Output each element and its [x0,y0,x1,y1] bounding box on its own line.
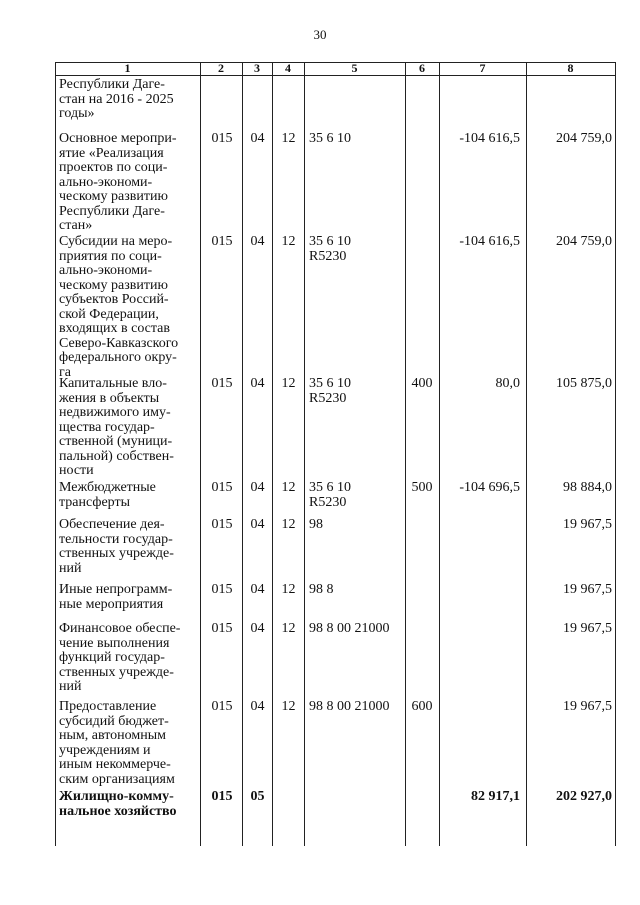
row-name: Финансовое обеспе- чение выполнения функций государ- ственных учрежде- ний [59,621,181,694]
row-name: Жилищно-комму- нальное хозяйство [59,789,177,819]
total-amount: 19 967,5 [563,699,612,714]
subsection-code: 12 [281,517,296,532]
admin-code: 015 [211,621,233,636]
admin-code: 015 [211,480,233,495]
total-amount: 105 875,0 [556,376,612,391]
header-col-1: 1 [124,61,131,75]
section-code: 04 [250,131,265,146]
admin-code: 015 [211,582,233,597]
header-bottom-border [55,75,615,76]
subsection-code: 12 [281,621,296,636]
section-code: 05 [250,789,265,804]
header-col-5: 5 [351,61,358,75]
total-amount: 19 967,5 [563,621,612,636]
subsection-code: 12 [281,234,296,249]
change-amount: -104 696,5 [459,480,520,495]
total-amount: 19 967,5 [563,582,612,597]
subsection-code: 12 [281,480,296,495]
total-amount: 98 884,0 [563,480,612,495]
section-code: 04 [250,699,265,714]
header-col-2: 2 [218,61,224,75]
column-divider [242,62,243,846]
section-code: 04 [250,582,265,597]
admin-code: 015 [211,234,233,249]
section-code: 04 [250,517,265,532]
total-amount: 204 759,0 [556,131,612,146]
section-code: 04 [250,621,265,636]
column-divider [615,62,616,846]
row-name: Субсидии на меро- приятия по соци- ально-экономи- ческому развитию субъектов Россий- ской Федерации, входящих в состав Северо-Кавказского федерального окру- га [59,234,179,380]
target-code: 35 6 10 R5230 [309,480,351,510]
total-amount: 19 967,5 [563,517,612,532]
header-col-3: 3 [254,61,260,75]
subsection-code: 12 [281,131,296,146]
target-code: 35 6 10 [309,131,351,146]
column-divider [304,62,305,846]
change-amount: 82 917,1 [471,789,520,804]
page-number: 30 [313,27,327,42]
row-name: Межбюджетные трансферты [59,480,156,510]
target-code: 98 8 00 21000 [309,699,390,714]
section-code: 04 [250,234,265,249]
expense-type: 600 [411,699,433,714]
row-name: Обеспечение дея- тельности государ- ственных учрежде- ний [59,517,174,576]
section-code: 04 [250,480,265,495]
column-divider [405,62,406,846]
row-name: Капитальные вло- жения в объекты недвижимого иму- щества государ- ственной (муници- пальной) собствен- ности [59,376,174,478]
target-code: 98 8 [309,582,334,597]
admin-code: 015 [211,131,233,146]
change-amount: -104 616,5 [459,234,520,249]
admin-code: 015 [211,789,233,804]
header-col-6: 6 [419,61,425,75]
subsection-code: 12 [281,582,296,597]
row-name: Предоставление субсидий бюджет- ным, автономным учреждениям и иным некоммерче- ским организациям [59,699,175,787]
admin-code: 015 [211,376,233,391]
row-name: Республики Даге- стан на 2016 - 2025 годы» [59,77,174,121]
column-divider [439,62,440,846]
row-name: Основное меропри- ятие «Реализация проектов по соци- ально-экономи- ческому развитию Республики Даге- стан» [59,131,177,233]
total-amount: 202 927,0 [556,789,612,804]
row-name: Иные непрограмм- ные мероприятия [59,582,173,612]
subsection-code: 12 [281,376,296,391]
column-divider [55,62,56,846]
admin-code: 015 [211,699,233,714]
header-col-8: 8 [567,61,574,75]
subsection-code: 12 [281,699,296,714]
expense-type: 500 [411,480,433,495]
change-amount: 80,0 [495,376,520,391]
header-col-4: 4 [285,61,291,75]
column-divider [526,62,527,846]
target-code: 35 6 10 R5230 [309,234,351,264]
target-code: 98 [309,517,323,532]
section-code: 04 [250,376,265,391]
header-col-7: 7 [479,61,486,75]
target-code: 35 6 10 R5230 [309,376,351,406]
column-divider [200,62,201,846]
admin-code: 015 [211,517,233,532]
total-amount: 204 759,0 [556,234,612,249]
column-divider [272,62,273,846]
target-code: 98 8 00 21000 [309,621,390,636]
change-amount: -104 616,5 [459,131,520,146]
expense-type: 400 [411,376,433,391]
